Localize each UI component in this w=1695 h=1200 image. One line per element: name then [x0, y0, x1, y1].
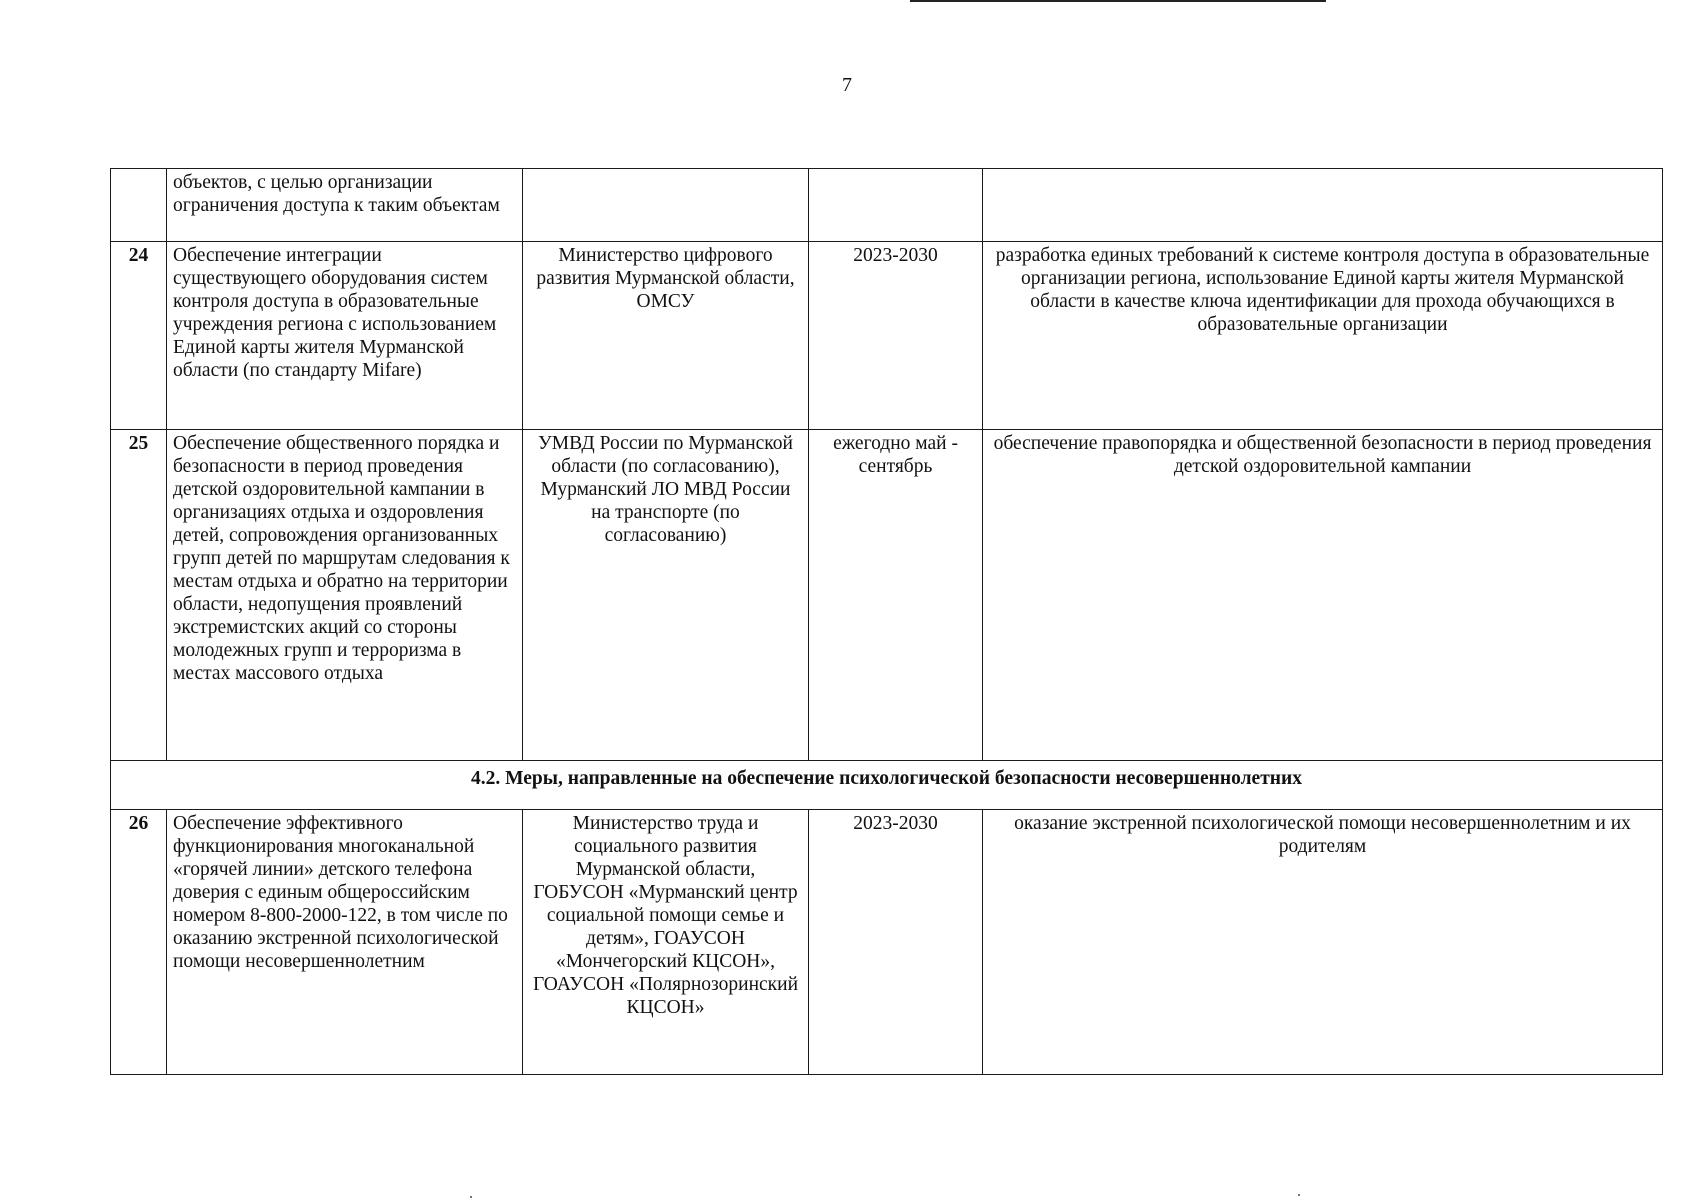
measure-cell: Обеспечение интеграции существующего оборудования систем контроля доступа в образовательные учреждения региона с использованием Единой карты жителя Мурманской области (по стандарту Mifare) — [167, 242, 523, 430]
row-number-cell — [111, 169, 167, 242]
term-cell: 2023-2030 — [809, 810, 983, 1075]
measure-cell: Обеспечение общественного порядка и безопасности в период проведения детской оздоровительной кампании в организациях отдыха и оздоровления детей, сопровождения организованных групп детей по маршрутам следования к местам отдыха и обратно на территории области, недопущения проявлений экстремистских акций со стороны молодежных групп и терроризма в местах массового отдыха — [167, 430, 523, 761]
table-row — [111, 242, 1663, 430]
responsible-cell: Министерство труда и социального развития Мурманской области, ГОБУСОН «Мурманский центр социальной помощи семье и детям», ГОАУСОН «Мончегорский КЦСОН», ГОАУСОН «Полярнозоринский КЦСОН» — [523, 810, 809, 1075]
row-number-cell: 26 — [111, 810, 167, 1075]
responsible-cell: Министерство цифрового развития Мурманской области, ОМСУ — [523, 242, 809, 430]
term-cell: 2023-2030 — [809, 242, 983, 430]
measure-cell: Обеспечение эффективного функционирования многоканальной «горячей линии» детского телефона доверия с единым общероссийским номером 8-800-2000-122, в том числе по оказанию экстренной психологической помощи несовершеннолетним — [167, 810, 523, 1075]
term-cell: ежегодно май - сентябрь — [809, 430, 983, 761]
term-cell — [809, 169, 983, 242]
scan-speck — [1298, 1194, 1300, 1196]
responsible-cell: УМВД России по Мурманской области (по согласованию), Мурманский ЛО МВД России на транспорте (по согласованию) — [523, 430, 809, 761]
row-number-cell: 24 — [111, 242, 167, 430]
table-row — [111, 430, 1663, 761]
section-heading: 4.2. Меры, направленные на обеспечение психологической безопасности несовершеннолетних — [111, 761, 1663, 810]
result-cell: обеспечение правопорядка и общественной безопасности в период проведения детской оздоровительной кампании — [983, 430, 1663, 761]
page-number: 7 — [842, 74, 852, 96]
result-cell: оказание экстренной психологической помощи несовершеннолетним и их родителям — [983, 810, 1663, 1075]
top-edge-rule — [910, 0, 1326, 2]
measures-table — [110, 168, 1663, 1075]
table-row-continuation — [111, 169, 1663, 242]
row-number-cell: 25 — [111, 430, 167, 761]
measure-cell: объектов, с целью организации ограничения доступа к таким объектам — [167, 169, 523, 242]
section-heading-row — [111, 761, 1663, 810]
table-row — [111, 810, 1663, 1075]
result-cell: разработка единых требований к системе контроля доступа в образовательные организации региона, использование Единой карты жителя Мурманской области в качестве ключа идентификации для прохода обучающихся в образовательные организации — [983, 242, 1663, 430]
responsible-cell — [523, 169, 809, 242]
result-cell — [983, 169, 1663, 242]
scan-speck — [470, 1196, 472, 1198]
